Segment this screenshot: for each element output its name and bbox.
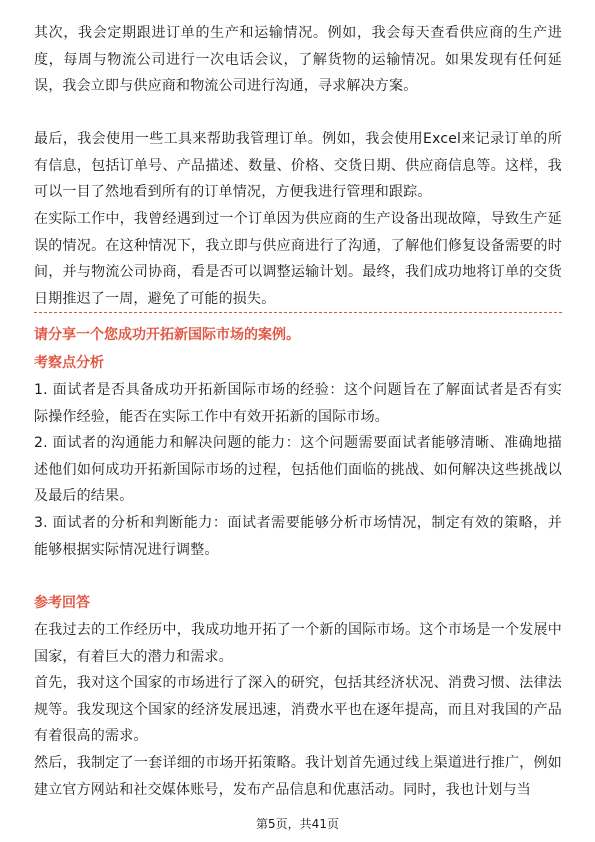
section-divider (34, 312, 562, 313)
paragraph-tools: 最后，我会使用一些工具来帮助我管理订单。例如，我会使用Excel来记录订单的所有信息，包括订单号、产品描述、数量、价格、交货日期、供应商信息等。这样，我可以一目了然地看到所有的订单情况，方便我进行管理和跟踪。 (34, 131, 562, 200)
analysis-point-1: 1. 面试者是否具备成功开拓新国际市场的经验：这个问题旨在了解面试者是否有实际操作经验，能否在实际工作中有效开拓新的国际市场。 (34, 382, 562, 425)
analysis-point-3: 3. 面试者的分析和判断能力：面试者需要能够分析市场情况，制定有效的策略，并能够根据实际情况进行调整。 (34, 515, 562, 558)
answer-paragraph-2: 首先，我对这个国家的市场进行了深入的研究，包括其经济状况、消费习惯、法律法规等。我发现这个国家的经济发展迅速，消费水平也在逐年提高，而且对我国的产品有着很高的需求。 (34, 675, 562, 744)
answer-paragraph-1: 在我过去的工作经历中，我成功地开拓了一个新的国际市场。这个市场是一个发展中国家，有着巨大的潜力和需求。 (34, 622, 562, 665)
page-number: 第5页，共41页 (256, 817, 339, 831)
paragraph-case-example: 在实际工作中，我曾经遇到过一个订单因为供应商的生产设备出现故障，导致生产延误的情况。在这种情况下，我立即与供应商进行了沟通，了解他们修复设备需要的时间，并与物流公司协商，看是否可以调整运输计划。最终，我们成功地将订单的交货日期推迟了一周，避免了可能的损失。 (34, 211, 562, 307)
answer-heading: 参考回答 (34, 595, 90, 611)
analysis-heading: 考察点分析 (34, 355, 104, 371)
paragraph-follow-up: 其次，我会定期跟进订单的生产和运输情况。例如，我会每天查看供应商的生产进度，每周与物流公司进行一次电话会议，了解货物的运输情况。如果发现有任何延误，我会立即与供应商和物流公司进行沟通，寻求解决方案。 (34, 25, 562, 94)
question-heading: 请分享一个您成功开拓新国际市场的案例。 (34, 327, 300, 343)
answer-paragraph-3: 然后，我制定了一套详细的市场开拓策略。我计划首先通过线上渠道进行推广，例如建立官方网站和社交媒体账号，发布产品信息和优惠活动。同时，我也计划与当 (34, 755, 562, 798)
analysis-point-2: 2. 面试者的沟通能力和解决问题的能力：这个问题需要面试者能够清晰、准确地描述他们如何成功开拓新国际市场的过程，包括他们面临的挑战、如何解决这些挑战以及最后的结果。 (34, 435, 562, 504)
